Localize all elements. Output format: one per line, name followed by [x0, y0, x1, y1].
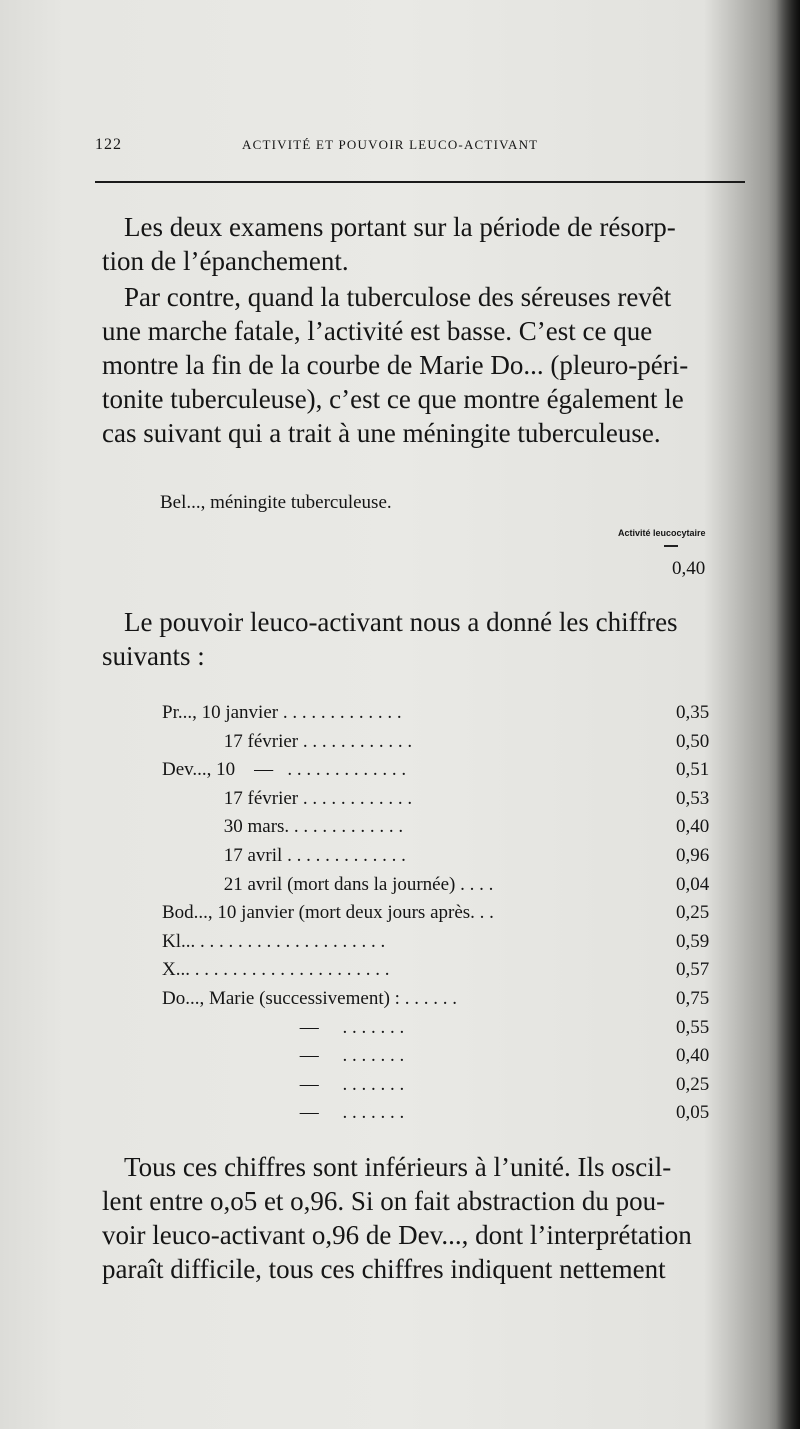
header-rule — [95, 181, 745, 183]
dash-mark — [664, 545, 678, 547]
text-line: tonite tuberculeuse), c’est ce que montre également le — [102, 384, 684, 414]
text-line: cas suivant qui a trait à une méningite tuberculeuse. — [102, 418, 661, 448]
paragraph-2 — [102, 280, 752, 450]
text-line: tion de l’épanchement. — [102, 246, 349, 276]
table-row — [162, 959, 722, 988]
activity-value: 0,40 — [672, 558, 706, 579]
row-value: 0,53 — [676, 787, 710, 809]
paragraph-3 — [102, 605, 752, 673]
row-label: — . . . . . . . — [162, 1073, 405, 1095]
row-value: 0,05 — [676, 1102, 710, 1124]
row-label: 21 avril (mort dans la journée) . . . . — [162, 873, 494, 895]
table-row — [162, 816, 722, 845]
row-value: 0,59 — [676, 930, 710, 952]
table-row — [162, 759, 722, 788]
row-value: 0,04 — [676, 873, 710, 895]
text-line: suivants : — [102, 641, 205, 671]
table-row — [162, 902, 722, 931]
table-row — [162, 874, 722, 903]
text-line: Les deux examens portant sur la période de résorp- — [124, 212, 676, 242]
page-edge-shadow — [776, 0, 800, 1429]
table-row — [162, 1017, 722, 1046]
row-value: 0,75 — [676, 987, 710, 1009]
row-label: 17 février . . . . . . . . . . . . — [162, 787, 413, 809]
text-line: paraît difficile, tous ces chiffres indiquent nettement — [102, 1254, 666, 1284]
row-label: — . . . . . . . — [162, 1102, 405, 1124]
text-line: Le pouvoir leuco-activant nous a donné les chiffres — [124, 607, 678, 637]
row-value: 0,57 — [676, 959, 710, 981]
table-row — [162, 1074, 722, 1103]
row-label: 30 mars. . . . . . . . . . . . . — [162, 816, 404, 838]
row-value: 0,40 — [676, 816, 710, 838]
table-row — [162, 988, 722, 1017]
paragraph-4 — [102, 1150, 762, 1286]
row-label: — . . . . . . . — [162, 1016, 405, 1038]
table-row — [162, 1045, 722, 1074]
paragraph-1 — [102, 210, 752, 278]
row-label: Bod..., 10 janvier (mort deux jours après. . . — [162, 902, 494, 924]
table-row — [162, 702, 722, 731]
row-label: 17 février . . . . . . . . . . . . — [162, 730, 413, 752]
row-label: Kl... . . . . . . . . . . . . . . . . . . . . — [162, 930, 386, 952]
case-label: Bel..., méningite tuberculeuse. — [160, 492, 392, 513]
activity-column-header: Activité leucocytaire — [618, 528, 706, 538]
row-label: Pr..., 10 janvier . . . . . . . . . . . . . — [162, 702, 402, 723]
row-label: — . . . . . . . — [162, 1045, 405, 1067]
row-label: 17 avril . . . . . . . . . . . . . — [162, 844, 406, 866]
text-line: Par contre, quand la tuberculose des séreuses revêt — [124, 282, 672, 312]
row-value: 0,50 — [676, 730, 710, 752]
table-row — [162, 788, 722, 817]
running-title: ACTIVITÉ ET POUVOIR LEUCO-ACTIVANT — [242, 137, 539, 152]
row-value: 0,51 — [676, 759, 710, 781]
row-value: 0,25 — [676, 1073, 710, 1095]
values-table — [162, 702, 722, 1131]
page-number: 122 — [95, 136, 122, 153]
text-line: une marche fatale, l’activité est basse. C’est ce que — [102, 316, 653, 346]
row-label: Dev..., 10 — . . . . . . . . . . . . . — [162, 759, 407, 781]
text-line: lent entre o,o5 et o,96. Si on fait abstraction du pou- — [102, 1186, 666, 1216]
row-label: Do..., Marie (successivement) : . . . . . . — [162, 987, 457, 1009]
page-header — [95, 136, 745, 160]
table-row — [162, 1102, 722, 1131]
row-value: 0,96 — [676, 844, 710, 866]
row-value: 0,55 — [676, 1016, 710, 1038]
table-row — [162, 931, 722, 960]
text-line: montre la fin de la courbe de Marie Do... (pleuro-péri- — [102, 350, 689, 380]
text-line: voir leuco-activant o,96 de Dev..., dont l’interprétation — [102, 1220, 692, 1250]
row-value: 0,35 — [676, 702, 710, 723]
row-label: X... . . . . . . . . . . . . . . . . . . . . . — [162, 959, 390, 981]
table-row — [162, 731, 722, 760]
row-value: 0,25 — [676, 902, 710, 924]
text-line: Tous ces chiffres sont inférieurs à l’unité. Ils oscil- — [124, 1152, 672, 1182]
table-row — [162, 845, 722, 874]
row-value: 0,40 — [676, 1045, 710, 1067]
